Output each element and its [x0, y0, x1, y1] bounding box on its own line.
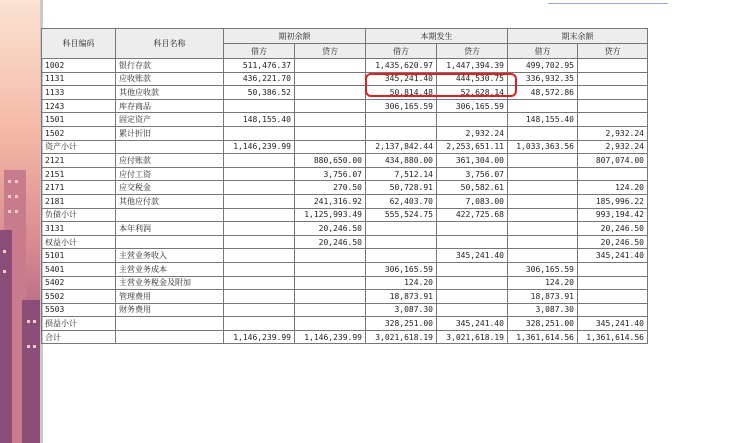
account-code-cell: 5402	[42, 276, 116, 290]
amount-cell	[437, 276, 508, 290]
amount-cell	[295, 59, 366, 73]
amount-cell: 124.20	[578, 181, 648, 195]
table-row	[42, 72, 648, 86]
amount-cell	[295, 113, 366, 127]
amount-cell	[437, 303, 508, 317]
amount-cell: 511,476.37	[224, 59, 295, 73]
amount-cell: 3,021,618.19	[437, 330, 508, 344]
account-name-cell: 应付工资	[116, 167, 224, 181]
account-code-cell: 2151	[42, 167, 116, 181]
amount-cell: 18,873.91	[366, 290, 437, 304]
background-artwork	[0, 0, 40, 443]
amount-cell: 306,165.59	[508, 262, 578, 276]
amount-cell	[366, 113, 437, 127]
amount-cell	[437, 235, 508, 249]
amount-cell	[578, 303, 648, 317]
amount-cell	[508, 181, 578, 195]
amount-cell	[508, 167, 578, 181]
amount-cell	[437, 113, 508, 127]
header-closing-balance: 期末余额	[508, 29, 648, 44]
account-code-cell: 5503	[42, 303, 116, 317]
account-name-cell	[116, 208, 224, 222]
amount-cell: 422,725.68	[437, 208, 508, 222]
amount-cell: 185,996.22	[578, 194, 648, 208]
amount-cell: 1,361,614.56	[578, 330, 648, 344]
amount-cell: 241,316.92	[295, 194, 366, 208]
amount-cell	[224, 154, 295, 168]
header-credit: 贷方	[295, 44, 366, 59]
amount-cell: 993,194.42	[578, 208, 648, 222]
amount-cell: 345,241.40	[578, 317, 648, 331]
table-body	[42, 59, 648, 344]
account-name-cell: 财务费用	[116, 303, 224, 317]
amount-cell: 306,165.59	[366, 262, 437, 276]
amount-cell	[295, 290, 366, 304]
account-name-cell	[116, 330, 224, 344]
table-row	[42, 194, 648, 208]
amount-cell: 336,932.35	[508, 72, 578, 86]
amount-cell	[366, 126, 437, 140]
amount-cell	[295, 317, 366, 331]
amount-cell	[437, 222, 508, 236]
amount-cell	[578, 59, 648, 73]
amount-cell: 807,074.00	[578, 154, 648, 168]
amount-cell: 3,756.07	[295, 167, 366, 181]
amount-cell	[578, 99, 648, 113]
amount-cell	[437, 262, 508, 276]
amount-cell	[578, 113, 648, 127]
account-name-cell: 主营业务税金及附加	[116, 276, 224, 290]
amount-cell: 1,146,239.99	[224, 330, 295, 344]
highlight-box	[365, 73, 517, 97]
amount-cell: 124.20	[366, 276, 437, 290]
amount-cell: 1,146,239.99	[224, 140, 295, 154]
amount-cell: 2,137,842.44	[366, 140, 437, 154]
balance-table	[41, 28, 648, 344]
amount-cell	[224, 99, 295, 113]
amount-cell	[224, 126, 295, 140]
amount-cell: 20,246.50	[578, 222, 648, 236]
amount-cell: 62,403.70	[366, 194, 437, 208]
amount-cell: 124.20	[508, 276, 578, 290]
amount-cell	[295, 303, 366, 317]
table-row	[42, 59, 648, 73]
amount-cell	[295, 72, 366, 86]
amount-cell: 50,386.52	[224, 86, 295, 100]
amount-cell: 50,728.91	[366, 181, 437, 195]
account-name-cell	[116, 317, 224, 331]
account-code-cell: 3131	[42, 222, 116, 236]
amount-cell: 7,512.14	[366, 167, 437, 181]
amount-cell	[508, 99, 578, 113]
amount-cell	[295, 249, 366, 263]
amount-cell	[295, 276, 366, 290]
amount-cell: 20,246.50	[295, 235, 366, 249]
amount-cell	[578, 72, 648, 86]
amount-cell: 48,572.86	[508, 86, 578, 100]
table-row	[42, 208, 648, 222]
table-row	[42, 249, 648, 263]
amount-cell	[224, 194, 295, 208]
table-row	[42, 99, 648, 113]
table-row	[42, 262, 648, 276]
account-code-cell: 1501	[42, 113, 116, 127]
amount-cell: 3,087.30	[366, 303, 437, 317]
amount-cell	[295, 99, 366, 113]
amount-cell: 1,033,363.56	[508, 140, 578, 154]
account-name-cell: 本年利润	[116, 222, 224, 236]
amount-cell: 50,814.48	[366, 86, 437, 100]
amount-cell: 52,628.14	[437, 86, 508, 100]
account-name-cell: 主营业务收入	[116, 249, 224, 263]
amount-cell	[224, 303, 295, 317]
amount-cell	[578, 262, 648, 276]
amount-cell	[295, 126, 366, 140]
account-code-cell: 负债小计	[42, 208, 116, 222]
table-row	[42, 222, 648, 236]
amount-cell: 328,251.00	[366, 317, 437, 331]
amount-cell	[295, 86, 366, 100]
top-link-fragment[interactable]	[548, 0, 668, 4]
table-row	[42, 290, 648, 304]
amount-cell: 444,530.75	[437, 72, 508, 86]
amount-cell	[437, 290, 508, 304]
amount-cell: 148,155.40	[224, 113, 295, 127]
amount-cell	[578, 276, 648, 290]
amount-cell: 20,246.50	[295, 222, 366, 236]
amount-cell	[578, 86, 648, 100]
table-row	[42, 113, 648, 127]
account-code-cell: 1133	[42, 86, 116, 100]
account-code-cell: 损益小计	[42, 317, 116, 331]
account-code-cell: 2121	[42, 154, 116, 168]
amount-cell: 436,221.70	[224, 72, 295, 86]
account-name-cell	[116, 235, 224, 249]
account-name-cell	[116, 140, 224, 154]
amount-cell: 345,241.40	[437, 317, 508, 331]
account-code-cell: 5502	[42, 290, 116, 304]
header-name: 科目名称	[116, 29, 224, 59]
amount-cell: 345,241.40	[366, 72, 437, 86]
amount-cell	[366, 235, 437, 249]
amount-cell: 1,435,620.97	[366, 59, 437, 73]
amount-cell: 1,447,394.39	[437, 59, 508, 73]
amount-cell: 1,361,614.56	[508, 330, 578, 344]
amount-cell: 880,650.00	[295, 154, 366, 168]
account-name-cell: 固定资产	[116, 113, 224, 127]
amount-cell: 1,125,993.49	[295, 208, 366, 222]
table-row	[42, 317, 648, 331]
account-name-cell: 其他应付款	[116, 194, 224, 208]
table-row	[42, 303, 648, 317]
account-code-cell: 1502	[42, 126, 116, 140]
amount-cell: 270.50	[295, 181, 366, 195]
amount-cell: 1,146,239.99	[295, 330, 366, 344]
account-code-cell: 2171	[42, 181, 116, 195]
amount-cell	[295, 140, 366, 154]
amount-cell	[224, 208, 295, 222]
amount-cell	[508, 208, 578, 222]
amount-cell	[578, 290, 648, 304]
header-debit: 借方	[508, 44, 578, 59]
header-debit: 借方	[366, 44, 437, 59]
amount-cell: 3,087.30	[508, 303, 578, 317]
amount-cell: 306,165.59	[366, 99, 437, 113]
amount-cell: 2,253,651.11	[437, 140, 508, 154]
amount-cell	[224, 249, 295, 263]
account-name-cell: 应交税金	[116, 181, 224, 195]
account-name-cell: 库存商品	[116, 99, 224, 113]
account-name-cell: 管理费用	[116, 290, 224, 304]
table-row	[42, 140, 648, 154]
amount-cell: 328,251.00	[508, 317, 578, 331]
amount-cell	[224, 222, 295, 236]
table-header	[42, 29, 648, 59]
account-name-cell: 累计折旧	[116, 126, 224, 140]
account-code-cell: 5401	[42, 262, 116, 276]
account-name-cell: 其他应收款	[116, 86, 224, 100]
header-opening-balance: 期初余额	[224, 29, 366, 44]
account-code-cell: 1002	[42, 59, 116, 73]
header-period-activity: 本期发生	[366, 29, 508, 44]
table-row	[42, 86, 648, 100]
table-row	[42, 235, 648, 249]
account-code-cell: 资产小计	[42, 140, 116, 154]
amount-cell	[508, 222, 578, 236]
amount-cell: 7,083.00	[437, 194, 508, 208]
amount-cell: 2,932.24	[437, 126, 508, 140]
amount-cell: 361,304.00	[437, 154, 508, 168]
account-code-cell: 1131	[42, 72, 116, 86]
table-row	[42, 154, 648, 168]
amount-cell: 148,155.40	[508, 113, 578, 127]
amount-cell: 345,241.40	[578, 249, 648, 263]
amount-cell: 306,165.59	[437, 99, 508, 113]
amount-cell: 2,932.24	[578, 126, 648, 140]
amount-cell	[224, 317, 295, 331]
header-credit: 贷方	[437, 44, 508, 59]
amount-cell	[295, 262, 366, 276]
table-row	[42, 167, 648, 181]
amount-cell: 50,582.61	[437, 181, 508, 195]
amount-cell: 499,702.95	[508, 59, 578, 73]
account-name-cell: 银行存款	[116, 59, 224, 73]
amount-cell	[224, 290, 295, 304]
amount-cell	[224, 276, 295, 290]
amount-cell: 3,756.07	[437, 167, 508, 181]
amount-cell: 2,932.24	[578, 140, 648, 154]
amount-cell: 555,524.75	[366, 208, 437, 222]
account-code-cell: 2181	[42, 194, 116, 208]
amount-cell: 18,873.91	[508, 290, 578, 304]
table-row	[42, 330, 648, 344]
table-row	[42, 126, 648, 140]
header-code: 科目编码	[42, 29, 116, 59]
header-credit: 贷方	[578, 44, 648, 59]
amount-cell	[366, 249, 437, 263]
amount-cell	[224, 167, 295, 181]
account-name-cell: 主营业务成本	[116, 262, 224, 276]
amount-cell: 20,246.50	[578, 235, 648, 249]
amount-cell	[224, 235, 295, 249]
account-code-cell: 权益小计	[42, 235, 116, 249]
amount-cell	[366, 222, 437, 236]
amount-cell	[508, 126, 578, 140]
amount-cell: 434,880.00	[366, 154, 437, 168]
amount-cell	[508, 194, 578, 208]
account-name-cell: 应付账款	[116, 154, 224, 168]
account-code-cell: 1243	[42, 99, 116, 113]
amount-cell	[508, 249, 578, 263]
table-row	[42, 181, 648, 195]
account-name-cell: 应收账款	[116, 72, 224, 86]
amount-cell: 345,241.40	[437, 249, 508, 263]
table-row	[42, 276, 648, 290]
amount-cell	[224, 262, 295, 276]
account-code-cell: 5101	[42, 249, 116, 263]
amount-cell	[224, 181, 295, 195]
account-code-cell: 合计	[42, 330, 116, 344]
amount-cell: 3,021,618.19	[366, 330, 437, 344]
amount-cell	[508, 235, 578, 249]
amount-cell	[508, 154, 578, 168]
header-debit: 借方	[224, 44, 295, 59]
amount-cell	[578, 167, 648, 181]
